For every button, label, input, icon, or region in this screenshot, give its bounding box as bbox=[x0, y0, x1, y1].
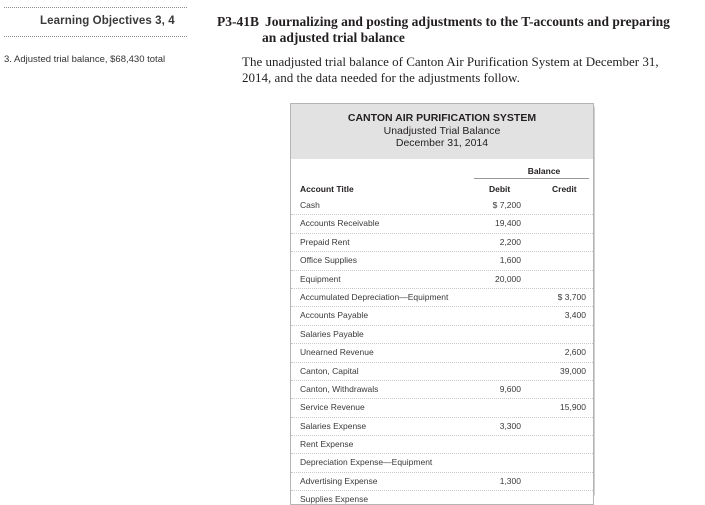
table-row bbox=[291, 270, 593, 288]
account-cell: Cash bbox=[300, 200, 320, 210]
table-body bbox=[291, 197, 593, 505]
account-title-header: Account Title bbox=[300, 184, 354, 194]
learning-objectives-heading: Learning Objectives 3, 4 bbox=[40, 15, 175, 27]
table-row bbox=[291, 288, 593, 306]
debit-cell: 19,400 bbox=[495, 218, 521, 229]
table-row bbox=[291, 453, 593, 471]
problem-title-line2: an adjusted trial balance bbox=[262, 30, 405, 45]
account-cell: Salaries Payable bbox=[300, 328, 364, 339]
table-row bbox=[291, 325, 593, 343]
company-name: CANTON AIR PURIFICATION SYSTEM bbox=[347, 112, 537, 124]
debit-cell: 20,000 bbox=[495, 273, 521, 284]
debit-cell: $ 7,200 bbox=[492, 200, 521, 210]
table-row bbox=[291, 490, 593, 505]
problem-code: P3-41B bbox=[217, 14, 259, 29]
account-cell: Salaries Expense bbox=[300, 420, 367, 431]
account-cell: Accounts Payable bbox=[300, 310, 369, 321]
credit-cell: 2,600 bbox=[564, 347, 586, 358]
table-row bbox=[291, 197, 593, 214]
table-row bbox=[291, 472, 593, 490]
credit-header: Credit bbox=[552, 184, 577, 194]
table-row bbox=[291, 233, 593, 251]
account-cell: Canton, Withdrawals bbox=[300, 383, 379, 394]
table-row bbox=[291, 306, 593, 324]
table-row bbox=[291, 417, 593, 435]
account-cell: Equipment bbox=[300, 273, 341, 284]
table-row bbox=[291, 214, 593, 232]
table-row bbox=[291, 343, 593, 361]
report-date: December 31, 2014 bbox=[395, 137, 489, 149]
table-row bbox=[291, 251, 593, 269]
account-cell: Rent Expense bbox=[300, 439, 354, 450]
balance-rule bbox=[474, 178, 589, 179]
top-divider bbox=[4, 7, 187, 8]
problem-block bbox=[217, 14, 687, 86]
problem-title bbox=[217, 14, 687, 46]
trial-balance-table bbox=[290, 103, 594, 505]
debit-cell: 3,300 bbox=[499, 420, 521, 431]
report-name: Unadjusted Trial Balance bbox=[383, 124, 501, 137]
debit-header: Debit bbox=[489, 184, 511, 194]
credit-cell: 39,000 bbox=[560, 365, 586, 376]
debit-cell: 1,600 bbox=[499, 255, 521, 266]
account-cell: Canton, Capital bbox=[300, 365, 359, 376]
debit-cell: 1,300 bbox=[499, 475, 521, 486]
answer-hint: 3. Adjusted trial balance, $68,430 total bbox=[4, 54, 166, 65]
account-cell: Accounts Receivable bbox=[300, 218, 380, 229]
table-header bbox=[291, 104, 593, 159]
account-cell: Supplies Expense bbox=[300, 494, 369, 505]
credit-cell: 15,900 bbox=[560, 402, 586, 413]
debit-cell: 2,200 bbox=[499, 236, 521, 247]
account-cell: Office Supplies bbox=[300, 255, 358, 266]
account-cell: Depreciation Expense—Equipment bbox=[300, 457, 433, 468]
problem-title-line1: Journalizing and posting adjustments to the T-accounts and preparing bbox=[265, 14, 670, 29]
table-row bbox=[291, 435, 593, 453]
account-cell: Service Revenue bbox=[300, 402, 365, 413]
mid-divider bbox=[4, 36, 187, 37]
problem-description: The unadjusted trial balance of Canton Air Purification System at December 31, 2014, and the data needed for the adjustments follow. bbox=[242, 54, 659, 85]
credit-cell: 3,400 bbox=[564, 310, 586, 321]
account-cell: Accumulated Depreciation—Equipment bbox=[300, 291, 449, 302]
credit-cell: $ 3,700 bbox=[557, 291, 586, 302]
account-cell: Prepaid Rent bbox=[300, 236, 350, 247]
account-cell: Advertising Expense bbox=[300, 475, 378, 486]
account-cell: Unearned Revenue bbox=[300, 347, 374, 358]
debit-cell: 9,600 bbox=[499, 383, 521, 394]
table-row bbox=[291, 398, 593, 416]
table-row bbox=[291, 362, 593, 380]
table-row bbox=[291, 380, 593, 398]
balance-header: Balance bbox=[527, 166, 561, 176]
